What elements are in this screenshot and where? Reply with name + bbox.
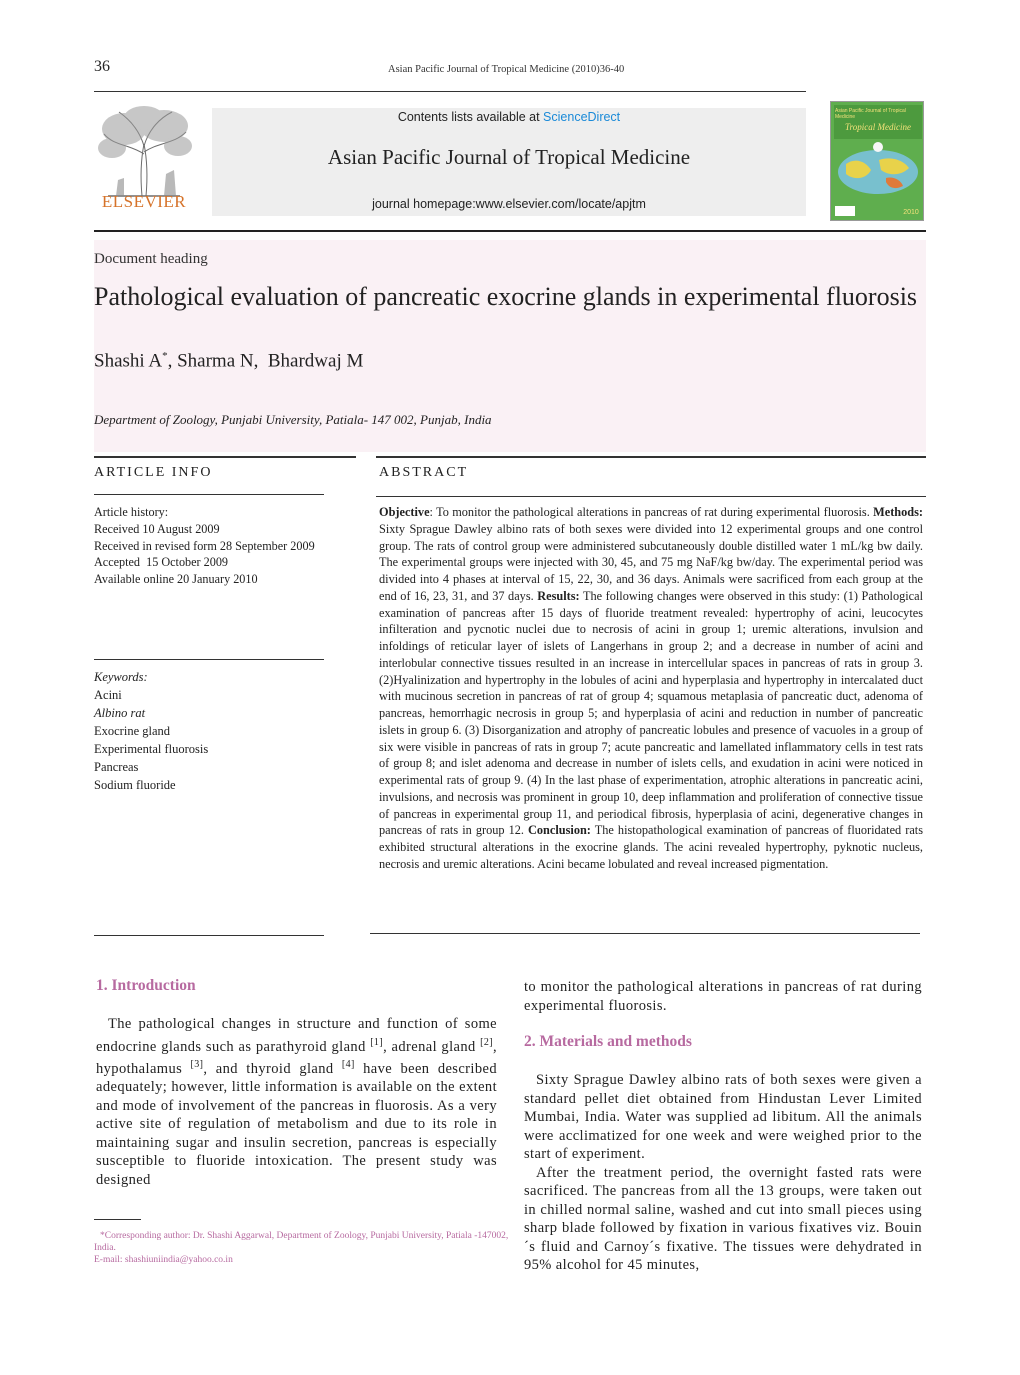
affiliation: Department of Zoology, Punjabi University, Patiala- 147 002, Punjab, India (94, 412, 492, 427)
keyword: Albino rat (94, 706, 146, 720)
article-info-bottom-rule (94, 935, 324, 936)
keywords-rule (94, 659, 324, 660)
keyword: Exocrine gland (94, 724, 171, 738)
abstract-top-rule (376, 456, 926, 458)
journal-cover (830, 101, 924, 221)
svg-text:2010: 2010 (903, 209, 919, 216)
keywords-title: Keywords: (94, 670, 148, 684)
introduction-continued: to monitor the pathological alterations in pancreas of rat during experimental fluorosis. (524, 979, 922, 1014)
svg-text:Tropical Medicine: Tropical Medicine (845, 122, 911, 132)
history-accepted: Accepted 15 October 2009 (94, 555, 229, 570)
keyword: Sodium fluoride (94, 778, 176, 792)
keywords (94, 668, 208, 794)
introduction-text (96, 1015, 497, 1189)
citation-link[interactable]: [4] (341, 1058, 355, 1070)
citation-link[interactable]: [3] (190, 1058, 204, 1070)
keyword: Pancreas (94, 760, 139, 774)
abstract-bottom-rule (370, 933, 920, 934)
objective-text: : To monitor the pathological alterations in pancreas of rat during experimental fluorosis. (429, 505, 870, 519)
history-title: Article history: (94, 505, 169, 519)
intro-text-part: , hypothalamus (96, 1038, 497, 1077)
citation-link[interactable]: [1] (370, 1036, 384, 1048)
history-received: Received 10 August 2009 (94, 521, 220, 536)
intro-text-part: The pathological changes in structure and function of some endocrine glands such as parathyroid gland (96, 1016, 497, 1055)
sciencedirect-link[interactable]: ScienceDirect (543, 110, 621, 124)
citation-link[interactable]: [2] (480, 1036, 493, 1048)
methods-label: Methods: (873, 505, 923, 519)
keyword: Experimental fluorosis (94, 742, 209, 756)
methods-text (524, 1071, 922, 1275)
document-heading: Document heading (94, 251, 208, 267)
history-online: Available online 20 January 2010 (94, 572, 258, 587)
conclusion-label: Conclusion: (528, 823, 591, 838)
methods-paragraph: After the treatment period, the overnight fasted rats were sacrificed. The pancreas from all the 13 groups, were taken out in chilled normal saline, washed and cut into small pieces using sharp blade followed by fixation in various fixatives viz. Bouin´s fluid and Carnoy´s fixative. The tissues were dehydrated in 95% alcohol for 45 minutes, (524, 1164, 922, 1273)
abstract-text (379, 504, 923, 873)
footnote-rule (94, 1219, 141, 1220)
methods-heading: 2. Materials and methods (524, 1033, 692, 1050)
page-number: 36 (94, 58, 110, 75)
article-info-label: ARTICLE INFO (94, 465, 213, 480)
corresponding-author: *Corresponding author: Dr. Shashi Aggarwal, Department of Zoology, Punjabi University, Patiala -147002, India. (94, 1231, 509, 1253)
masthead-rule (94, 230, 926, 232)
results-label: Results: (537, 588, 580, 603)
objective-label: Objective (379, 505, 430, 519)
corresponding-mark: * (162, 350, 168, 362)
contents-line (212, 110, 806, 124)
author-first: Shashi A (94, 350, 163, 372)
keyword: Acini (94, 688, 122, 702)
article-info-rule (94, 494, 324, 495)
methods-text: Sixty Sprague Dawley albino rats of both sexes were divided into 12 experimental groups and one control group. The rats of control group were administered subcutaneously double distilled water 1 mL/kg bw daily. The experimental groups were injected with 30, 45, and 75 mg NaF/kg bw/day. The experimental period was divided into 4 phases at interval of 15, 22, 30, and 36 days. Animals were sacrificed from each group at the end of 16, 23, 31, and 37 days. (379, 521, 923, 603)
article-title: Pathological evaluation of pancreatic exocrine glands in experimental fluorosis (94, 282, 918, 311)
journal-name: Asian Pacific Journal of Tropical Medicine (327, 145, 691, 169)
running-title: Asian Pacific Journal of Tropical Medicine (2010)36-40 (388, 64, 625, 75)
elsevier-logo (94, 104, 194, 216)
author-rest: , Sharma N, Bhardwaj M (167, 350, 364, 372)
header-rule (94, 91, 806, 92)
article-info-top-rule (94, 456, 356, 458)
history-revised: Received in revised form 28 September 2009 (94, 538, 315, 553)
conclusion-text: The histopathological examination of pancreas of fluoridated rats exhibited structural alterations in the exocrine glands. The acini revealed hypertrophy, pyknotic nucleus, necrosis and uremic alterations. Acini became lobulated and reveal increased pigmentation. (379, 823, 923, 871)
authors (94, 350, 363, 372)
journal-cover-title: Asian Pacific Journal of Tropical Medicine (835, 108, 906, 120)
footnote (94, 1230, 509, 1266)
intro-text-part: , and thyroid gland (203, 1060, 342, 1077)
methods-paragraph: Sixty Sprague Dawley albino rats of both sexes were given a standard pellet diet obtained from Hindustan Lever Limited Mumbai, India. Water was supplied ad libitum. All the animals were acclimatized for one week and were weighed prior to the start of experiment. (524, 1072, 922, 1162)
results-text: The following changes were observed in this study: (1) Pathological examination of pancreas after 15 days of fluoride treatment revealed: hypertrophy of acini, leucocytes infilteration and pycnotic nuclei due to necrosis of acini in group 1; uremic alterations, invulsion and infoldings of reticular layer of islets of Langerhans in group 2; and a decrease in number of acini and interlobular connective tissues resulted in an increase in intercellular spaces in pancreas of rats in group 3. (2)Hyalinization and hypertrophy in the lobules of acini and hyperplasia and hypertrophy in intercalated duct with mucinous secretion in pancreas of rat of group 4; squamous metaplasia of pancreatic duct, adenoma of pancreas, hemorrhagic necrosis in group 5; and hyperplasia of acini and reduction in number of pancreatic islets in group 6. (3) Disorganization and atrophy of pancreatic lobules and presence of vacuoles in a group of six were visible in pancreas of rats in group 7; acute pancreatic and lamellated inflammatory cells in test rats of group 8; and islet adenoma and decrease in number of islets cells, and exudation in acini were noticed in experimental rats of group 9. (4) In the last phase of experimentation, atrophic alterations in pancreatic acini, invulsions, and necrosis was prominent in group 10, deep inflammation and proliferation of connective tissue of pancreas in experimental group 11, and periodical fibrosis, hyperplasia of acini, degenerative changes in pancreas of rats in group 12. (379, 588, 923, 838)
introduction-heading: 1. Introduction (96, 977, 196, 994)
intro-text-part: have been described adequately; however, little information is available on the extent and mode of involvement of the pancreas in fluorosis. As a very active site of regulation of metabolism and due to its role in maintaining sugar and insulin secretion, pancreas is especially susceptible to fluoride intoxication. The present study was designed (96, 1060, 497, 1188)
intro-text-part: , adrenal gland (383, 1038, 481, 1055)
abstract-rule (376, 496, 926, 497)
contents-prefix: Contents lists available at (397, 110, 544, 124)
article-history (94, 504, 315, 588)
journal-homepage[interactable]: journal homepage:www.elsevier.com/locate/apjtm (372, 197, 646, 211)
abstract-label: ABSTRACT (379, 465, 469, 480)
author-email[interactable]: E-mail: shashiuniindia@yahoo.co.in (94, 1255, 233, 1265)
elsevier-wordmark: ELSEVIER (101, 192, 187, 211)
